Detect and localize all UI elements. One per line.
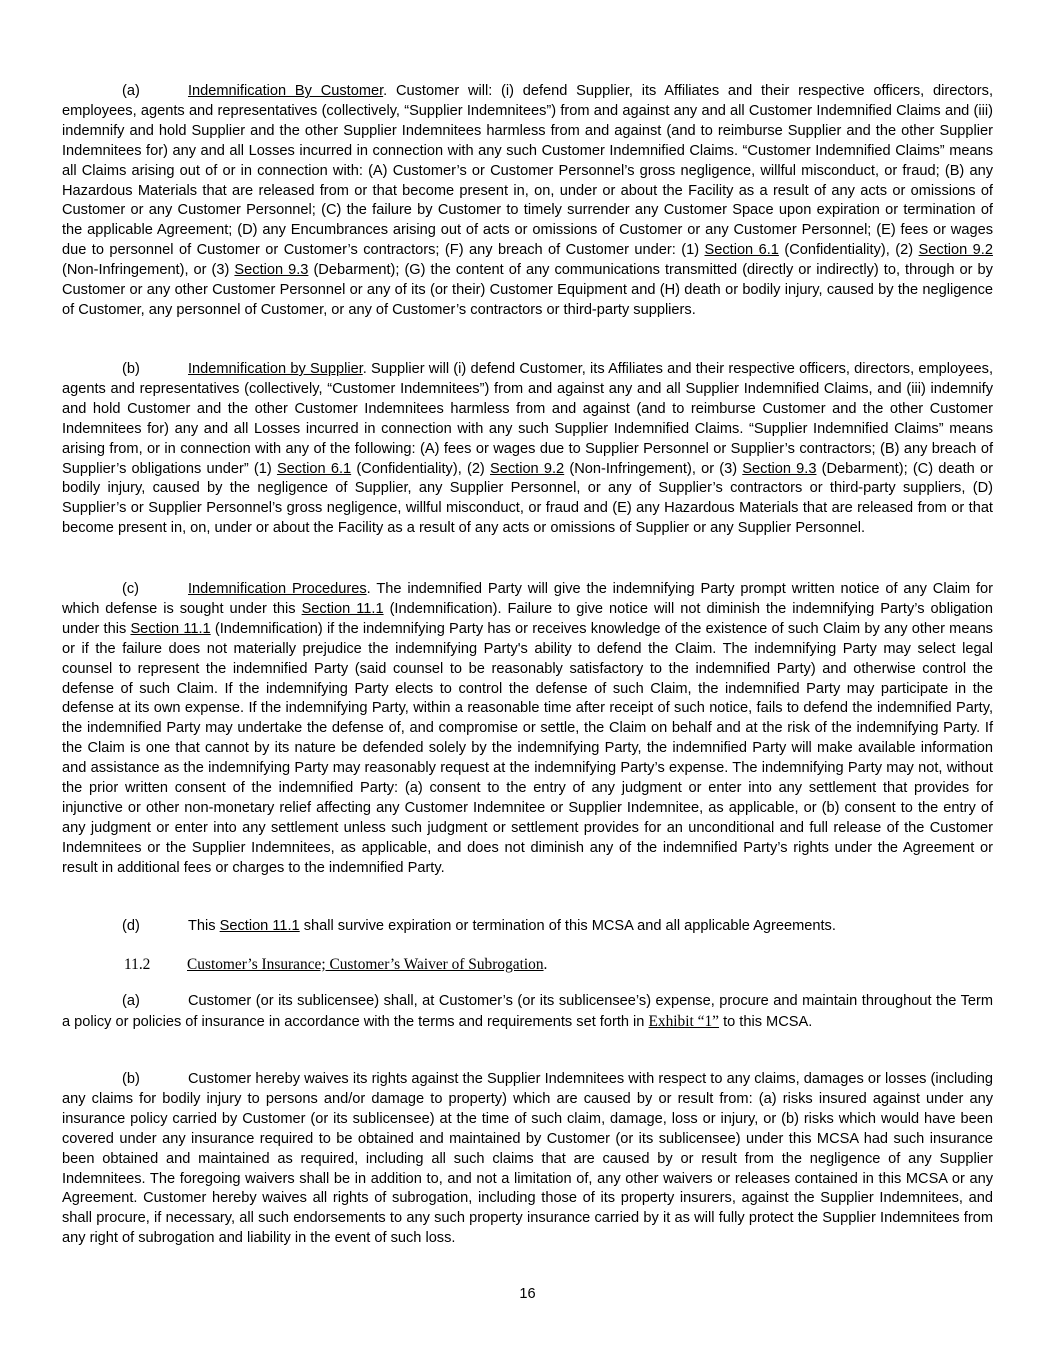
paragraph-text: . Customer will: (i) defend Supplier, its Affiliates and their respective officers, directors, employees, agents and representatives (collectively, “Supplier Indemnitees”) from and against any and all Customer Indemnified Claims and (iii) indemnify and hold Supplier and the other Supplier Indemnitees harmless from and against (and to reimburse Supplier and the other Supplier Indemnitees for) any and all Losses incurred in connection with any such Customer Indemnified Claims. “Customer Indemnified Claims” means all Claims arising out of or in connection with: (A) Customer’s or Customer Personnel’s gross negligence, willful misconduct, or fraud; (B) any Hazardous Materials that are released from or that become present in, on, under or about the Facility as a result of any acts or omissions of Customer or any Customer Personnel; (C) the failure by Customer to timely surrender any Customer Space upon expiration or termination of the applicable Agreement; (D) any Encumbrances arising out of acts or omissions of Customer or any Customer Personnel; (E) fees or wages due to personnel of Customer or Customer’s contractors; (F) any breach of Customer under: (1) <box>62 83 994 259</box>
paragraph-11-2-b <box>62 1070 993 1249</box>
paragraph-label: (b) <box>122 361 140 377</box>
section-reference: Section 11.1 <box>301 600 384 617</box>
paragraph-label: (a) <box>122 993 140 1009</box>
paragraph-11-2-a: (a) Customer (or its sublicensee) shall, at Customer’s (or its sublicensee’s) expense, procure and maintain throughout the Term a policy or policies of insurance in accordance with the terms and requirements set forth in Exhibit “1” to this MCSA. <box>62 993 993 1030</box>
section-reference: Section 9.2 <box>918 242 993 259</box>
section-title: Customer’s Insurance; Customer’s Waiver of Subrogation <box>187 956 544 973</box>
section-heading-11-2: 11.2 Customer’s Insurance; Customer’s Waiver of Subrogation. <box>124 956 548 973</box>
section-number: 11.2 <box>124 956 151 973</box>
paragraph-label: (b) <box>122 1071 140 1087</box>
paragraph-11-1-d: (d) This Section 11.1 shall survive expiration or termination of this MCSA and all applicable Agreements. <box>122 918 836 934</box>
paragraph-label: (a) <box>122 83 140 99</box>
section-reference: Section 11.1 <box>219 918 300 934</box>
section-reference: Section 9.2 <box>490 460 565 477</box>
section-reference: Section 9.3 <box>742 460 817 477</box>
paragraph-11-1-b: (b) Indemnification by Supplier. Supplier will (i) defend Customer, its Affiliates and their respective officers, directors, employees, agents and representatives (collectively, “Customer Indemnitees”) from and against any and all Supplier Indemnified Claims, and (iii) indemnify and hold Customer and the other Customer Indemnitees harmless from and against (and to reimburse Customer and the other Customer Indemnitees for) any and all Losses incurred in connection with any such Supplier Indemnified Claims. “Supplier Indemnified Claims” means arising from, or in connection with any of the following: (A) fees or wages due to Supplier Personnel or Supplier’s contractors; (B) any breach of Supplier’s obligations under” (1) Section 6.1 (Confidentiality), (2) Section 9.2 (Non-Infringement), or (3) Section 9.3 (Debarment); (C) death or bodily injury, caused by the negligence of Supplier, any Supplier Personnel, or any of Supplier’s contractors or third-party suppliers, (D) Supplier’s or Supplier Personnel’s gross negligence, willful misconduct, or fraud and (E) any Hazardous Materials that are released from or that become present in, on, under or about the Facility as a result of any acts or omissions of Supplier or any Supplier Personnel. <box>62 361 993 537</box>
paragraph-text: shall survive expiration or termination of this MCSA and all applicable Agreements. <box>299 918 836 934</box>
paragraph-heading: Indemnification by Supplier <box>188 361 363 377</box>
paragraph-text: Customer (or its sublicensee) shall, at Customer’s (or its sublicensee’s) expense, procure and maintain throughout the Term a policy or policies of insurance in accordance with the terms and requirements set forth in <box>62 993 993 1030</box>
page-number: 16 <box>519 1286 536 1302</box>
paragraph-label: (c) <box>122 581 140 597</box>
paragraph-text: . The indemnified Party will give the indemnifying Party prompt written notice of any Claim for which defense is sought under this <box>62 581 993 617</box>
paragraph-heading: Indemnification By Customer <box>188 83 384 99</box>
exhibit-reference: Exhibit “1” <box>648 1012 720 1030</box>
section-reference: Section 11.1 <box>130 620 211 637</box>
paragraph-11-1-c: (c) Indemnification Procedures. The indemnified Party will give the indemnifying Party prompt written notice of any Claim for which defense is sought under this Section 11.1 (Indemnification). Failure to give notice will not diminish the indemnifying Party’s obligation under this Section 11.1 (Indemnification) if the indemnifying Party has or receives knowledge of the existence of such Claim by any other means or if the failure does not materially prejudice the indemnifying Party's ability to defend the Claim. The indemnifying Party may select legal counsel to represent the indemnified Party (said counsel to be reasonably satisfactory to the indemnified Party) and otherwise control the defense of such Claim. If the indemnifying Party elects to control the defense of such Claim, the indemnified Party may participate in the defense at its own expense. If the indemnifying Party, within a reasonable time after receipt of such notice, fails to defend the indemnified Party, the indemnified Party may undertake the defense of, and compromise or settle, the Claim on behalf and at the risk of the indemnifying Party. If the Claim is one that cannot by its nature be defended solely by the indemnifying Party, the indemnified Party will make available information and assistance as the indemnifying Party may reasonably request at the indemnifying Party’s expense. The indemnifying Party may not, without the prior written consent of the indemnified Party: (a) consent to the entry of any judgment or enter into any settlement that provides for injunctive or other non-monetary relief affecting any Customer Indemnitee or Supplier Indemnitee, as applicable, or (b) consent to the entry of any judgment or enter into any settlement unless such judgment or settlement provides for an unconditional and full release of the Customer Indemnitees or the Supplier Indemnitees, as applicable, and does not diminish any of the indemnified Party’s rights under the Agreement or result in additional fees or charges to the indemnified Party. <box>62 581 993 876</box>
section-reference: Section 6.1 <box>276 460 352 477</box>
paragraph-text: Customer hereby waives its rights against the Supplier Indemnitees with respect to any claims, damages or losses (including any claims for bodily injury to persons and/or damage to property) which are caused by or result from: (a) risks insured against under any insurance policy carried by Customer (or its sublicensee) at the time of such claim, damage, loss or injury, or (b) risks which would have been covered under any insurance required to be obtained and maintained by Customer (or its sublicensee) under this MCSA had such insurance been obtained and maintained as required, including all such claims that are caused by or result from the negligence of any Supplier Indemnitees. The foregoing waivers shall be in addition to, and not a limitation of, any other waivers or releases contained in this MCSA or any Agreement. Customer hereby waives all rights of subrogation, including those of its property insurers, against the Supplier Indemnitees, and shall procure, if necessary, all such endorsements to any such property insurance carried by it as will fully protect the Supplier Indemnitees from any right of subrogation and liability in the event of such loss. <box>62 1071 993 1247</box>
paragraph-11-1-a: (a) Indemnification By Customer. Customer will: (i) defend Supplier, its Affiliates and their respective officers, directors, employees, agents and representatives (collectively, “Supplier Indemnitees”) from and against any and all Customer Indemnified Claims and (iii) indemnify and hold Supplier and the other Supplier Indemnitees harmless from and against (and to reimburse Supplier and the other Supplier Indemnitees for) any and all Losses incurred in connection with any such Customer Indemnified Claims. “Customer Indemnified Claims” means all Claims arising out of or in connection with: (A) Customer’s or Customer Personnel’s gross negligence, willful misconduct, or fraud; (B) any Hazardous Materials that are released from or that become present in, on, under or about the Facility as a result of any acts or omissions of Customer or any Customer Personnel; (C) the failure by Customer to timely surrender any Customer Space upon expiration or termination of the applicable Agreement; (D) any Encumbrances arising out of acts or omissions of Customer or any Customer Personnel; (E) fees or wages due to personnel of Customer or Customer’s contractors; (F) any breach of Customer under: (1) Section 6.1 (Confidentiality), (2) Section 9.2 (Non-Infringement), or (3) Section 9.3 (Debarment); (G) the content of any communications transmitted (directly or indirectly) to, through or by Customer or any other Customer Personnel or any of its (or their) Customer Equipment and (H) death or bodily injury, caused by the negligence of Customer, any personnel of Customer, or any of Customer’s contractors or third-party suppliers. <box>62 83 994 318</box>
section-reference: Section 9.3 <box>234 262 309 279</box>
paragraph-label: (d) <box>122 918 140 934</box>
section-reference: Section 6.1 <box>704 242 779 259</box>
paragraph-heading: Indemnification Procedures <box>188 581 367 597</box>
paragraph-text: . Supplier will (i) defend Customer, its Affiliates and their respective officers, directors, employees, agents and representatives (collectively, “Customer Indemnitees”) from and against any and all Supplier Indemnified Claims, and (iii) indemnify and hold Customer and the other Customer Indemnitees harmless from and against (and to reimburse Customer and the other Customer Indemnitees for) any and all Losses incurred in connection with any such Supplier Indemnified Claims. “Supplier Indemnified Claims” means arising from, or in connection with any of the following: (A) fees or wages due to Supplier Personnel or Supplier’s contractors; (B) any breach of Supplier’s obligations under” (1) <box>62 361 993 477</box>
